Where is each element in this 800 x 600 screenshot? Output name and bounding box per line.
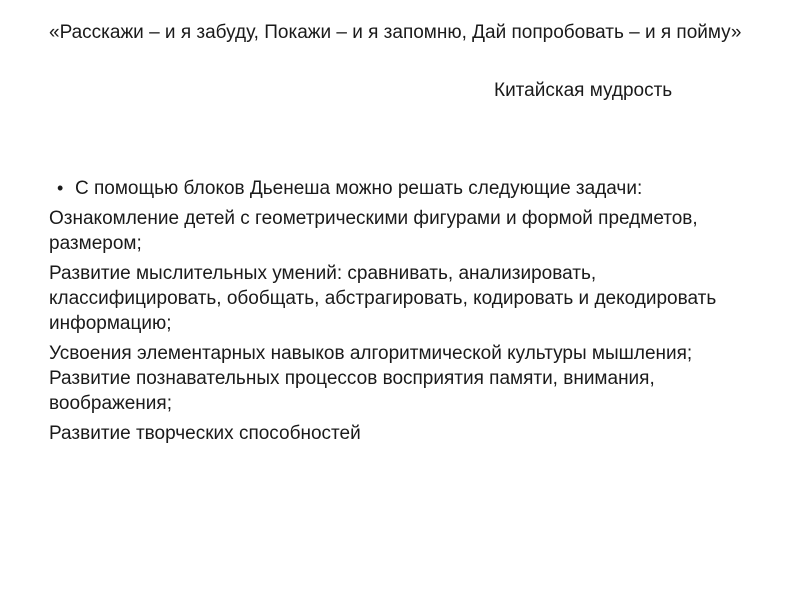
task-item: Ознакомление детей с геометрическими фигурами и формой предметов, размером; (49, 208, 698, 254)
epigraph-quote: «Расскажи – и я забуду, Покажи – и я запомню, Дай попробовать – и я пойму» (49, 22, 742, 43)
tasks-section (49, 176, 769, 451)
task-item: Развитие творческих способностей (49, 423, 361, 444)
task-item: Усвоения элементарных навыков алгоритмической культуры мышления; Развитие познавательных процессов восприятия памяти, внимания, воображения; (49, 343, 693, 414)
bullet-icon: • (57, 178, 64, 198)
epigraph-attribution: Китайская мудрость (494, 80, 673, 101)
intro-text: С помощью блоков Дьенеша можно решать следующие задачи: (75, 178, 643, 199)
task-item: Развитие мыслительных умений: сравнивать, анализировать, классифицировать, обобщать, абстрагировать, кодировать и декодировать информацию; (49, 263, 717, 334)
intro-bullet (49, 176, 769, 201)
